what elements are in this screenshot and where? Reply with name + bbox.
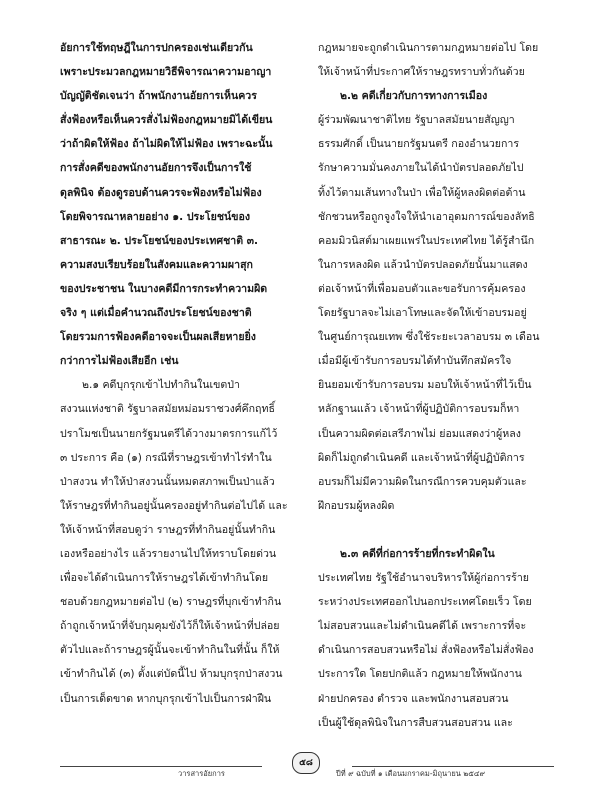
text-line: กฎหมายจะถูกดำเนินการตามกฎหมายต่อไป โดย (318, 42, 539, 54)
text-line: เป็นผู้ใช้ดุลพินิจในการสืบสวนสอบสวน และ (318, 716, 513, 729)
text-line: กว่าการไม่ฟ้องเสียอีก เช่น (60, 355, 179, 368)
text-line: โดยรัฐบาลจะไม่เอาโทษและจัดให้เข้าอบรมอยู่ (318, 307, 527, 320)
text-line: ถ้าถูกเจ้าหน้าที่จับกุมคุมขังไว้ก็ให้เจ้าหน้าที่ปล่อย (60, 620, 280, 633)
text-line (318, 518, 554, 542)
text-line: อัยการใช้ทฤษฎีในการปกครองเช่นเดียวกัน (60, 42, 253, 54)
text-line: ความสงบเรียบร้อยในสังคมและความผาสุก (60, 258, 253, 271)
text-line: ระหว่างประเทศออกไปนอกประเทศโดยเร็ว โดย (318, 596, 532, 609)
text-line: สั่งฟ้องหรือเห็นควรสั่งไม่ฟ้องกฎหมายมิได้เขียน (60, 114, 273, 127)
text-line: ชักชวนหรือถูกจูงใจให้นำเอาอุดมการณ์ของลัทธิ (318, 210, 535, 223)
text-line: ให้เจ้าหน้าที่สอบดูว่า ราษฎรที่ทำกินอยู่นั้นทำกิน (60, 523, 276, 536)
text-line: บัญญัติชัดเจนว่า ถ้าพนักงานอัยการเห็นควร (60, 90, 257, 103)
text-line: เพราะประมวลกฎหมายวิธีพิจารณาความอาญา (60, 66, 272, 79)
text-line: สาธารณะ ๒. ประโยชน์ของประเทศชาติ ๓. (60, 234, 259, 247)
text-line: ๓ ประการ คือ (๑) กรณีที่ราษฎรเข้าทำไร่ทำใน (60, 451, 272, 464)
journal-name: วารสารอัยการ (178, 769, 225, 778)
text-line: ธรรมศักดิ์ เป็นนายกรัฐมนตรี กองอำนวยการ (318, 138, 520, 151)
text-line: ฝ่ายปกครอง ตำรวจ และพนักงานสอบสวน (318, 692, 509, 705)
text-line: เป็นความผิดต่อเสรีภาพไม่ ย่อมแสดงว่าผู้หลง (318, 427, 521, 440)
issue-info: ปีที่ ๙ ฉบับที่ ๑ เดือนมกราคม-มิถุนายน ๒๕๔๙ (336, 769, 486, 778)
text-line: ไม่สอบสวนและไม่ดำเนินคดีได้ เพราะการที่จะ (318, 620, 527, 633)
text-line: การสั่งคดีของพนักงานอัยการจึงเป็นการใช้ (60, 162, 252, 175)
text-line: ว่าถ้าผิดให้ฟ้อง ถ้าไม่ผิดให้ไม่ฟ้อง เพราะฉะนั้น (60, 138, 273, 151)
text-line: ดุลพินิจ ต้องดูรอบด้านควรจะฟ้องหรือไม่ฟ้อง (60, 186, 262, 199)
page-footer (60, 744, 554, 784)
text-line: โดยพิจารณาหลายอย่าง ๑. ประโยชน์ของ (60, 210, 251, 223)
footer-rule-right (352, 766, 554, 767)
page-number: ๕๘ (292, 752, 320, 774)
text-line: ในการหลงผิด แล้วนำบัตรปลอดภัยนั้นมาแสดง (318, 258, 528, 271)
text-line: ให้เจ้าหน้าที่ประกาศให้ราษฎรทราบทั่วกันด้วย (318, 66, 525, 79)
text-line: ต่อเจ้าหน้าที่เพื่อมอบตัวและขอรับการคุ้มครอง (318, 282, 526, 295)
text-line: ในศูนย์การุณยเทพ ซึ่งใช้ระยะเวลาอบรม ๓ เดือน (318, 331, 540, 344)
right-column (318, 36, 554, 735)
text-line: ดำเนินการสอบสวนหรือไม่ สั่งฟ้องหรือไม่สั่งฟ้อง (318, 644, 534, 657)
text-line: ยินยอมเข้ารับการอบรม มอบให้เจ้าหน้าที่ไว้เป็น (318, 379, 532, 392)
text-line: ทิ้งไว้ตามเส้นทางในป่า เพื่อให้ผู้หลงผิดต่อต้าน (318, 186, 526, 199)
text-line: ของประชาชน ในบางคดีมีการกระทำความผิด (60, 282, 268, 295)
left-column (60, 36, 296, 711)
text-line: ประการใด โดยปกติแล้ว กฎหมายให้พนักงาน (318, 668, 522, 681)
text-line: ๒.๓ คดีที่ก่อการร้ายที่กระทำผิดใน (340, 547, 495, 560)
footer-rule-left (60, 766, 262, 767)
text-line: หลักฐานแล้ว เจ้าหน้าที่ผู้ปฏิบัติการอบรมก็หา (318, 403, 520, 416)
text-line: ๒.๑ คดีบุกรุกเข้าไปทำกินในเขตป่า (82, 379, 240, 392)
text-line: ตัวไปและถ้าราษฎรผู้นั้นจะเข้าทำกินในที่นั้น ก็ให้ (60, 644, 280, 657)
text-line: เมื่อมีผู้เข้ารับการอบรมได้ทำบันทึกสมัครใจ (318, 355, 512, 368)
text-line: เพื่อจะได้ดำเนินการให้ราษฎรได้เข้าทำกินโดย (60, 572, 269, 585)
text-line: ผู้ร่วมพัฒนาชาติไทย รัฐบาลสมัยนายสัญญา (318, 114, 515, 127)
text-line: รักษาความมั่นคงภายในได้นำบัตรปลอดภัยไป (318, 162, 524, 175)
text-line: โดยรวมการฟ้องคดีอาจจะเป็นผลเสียหายยิ่ง (60, 331, 256, 344)
text-line: ปราโมชเป็นนายกรัฐมนตรีได้วางมาตรการแก้ไว้ (60, 427, 278, 440)
text-line: ฝึกอบรมผู้หลงผิด (318, 499, 395, 512)
text-line: เองหรืออย่างไร แล้วรายงานไปให้ทราบโดยด่วน (60, 547, 277, 560)
text-line: ชอบด้วยกฎหมายต่อไป (๒) ราษฎรที่บุกเข้าทำกิน (60, 596, 282, 609)
text-line: คอมมิวนิสต์มาเผยแพร่ในประเทศไทย ได้รู้สำนึก (318, 234, 535, 247)
text-line: ผิดก็ไม่ถูกดำเนินคดี และเจ้าหน้าที่ผู้ปฏิบัติการ (318, 451, 525, 464)
text-line: ๒.๒ คดีเกี่ยวกับการทางการเมือง (340, 90, 488, 103)
text-line: ป่าสงวน ทำให้ป่าสงวนนั้นหมดสภาพเป็นป่าแล้ว (60, 475, 275, 488)
text-line: เข้าทำกินได้ (๓) ตั้งแต่บัดนี้ไป ห้ามบุกรุกป่าสงวน (60, 668, 283, 681)
text-line: จริง ๆ แต่เมื่อคำนวณถึงประโยชน์ของชาติ (60, 307, 252, 320)
text-line: อบรมก็ไม่มีความผิดในกรณีการควบคุมตัวและ (318, 475, 527, 488)
text-line: ประเทศไทย รัฐใช้อำนาจบริหารให้ผู้ก่อการร้าย (318, 572, 530, 585)
text-line: ให้ราษฎรที่ทำกินอยู่นั้นครองอยู่ทำกินต่อไปได้ และ (60, 499, 288, 512)
text-line: เป็นการเด็ดขาด หากบุกรุกเข้าไปเป็นการฝ่าฝืน (60, 692, 272, 705)
text-line: สงวนแห่งชาติ รัฐบาลสมัยหม่อมราชวงศ์คึกฤทธิ์ (60, 403, 275, 416)
